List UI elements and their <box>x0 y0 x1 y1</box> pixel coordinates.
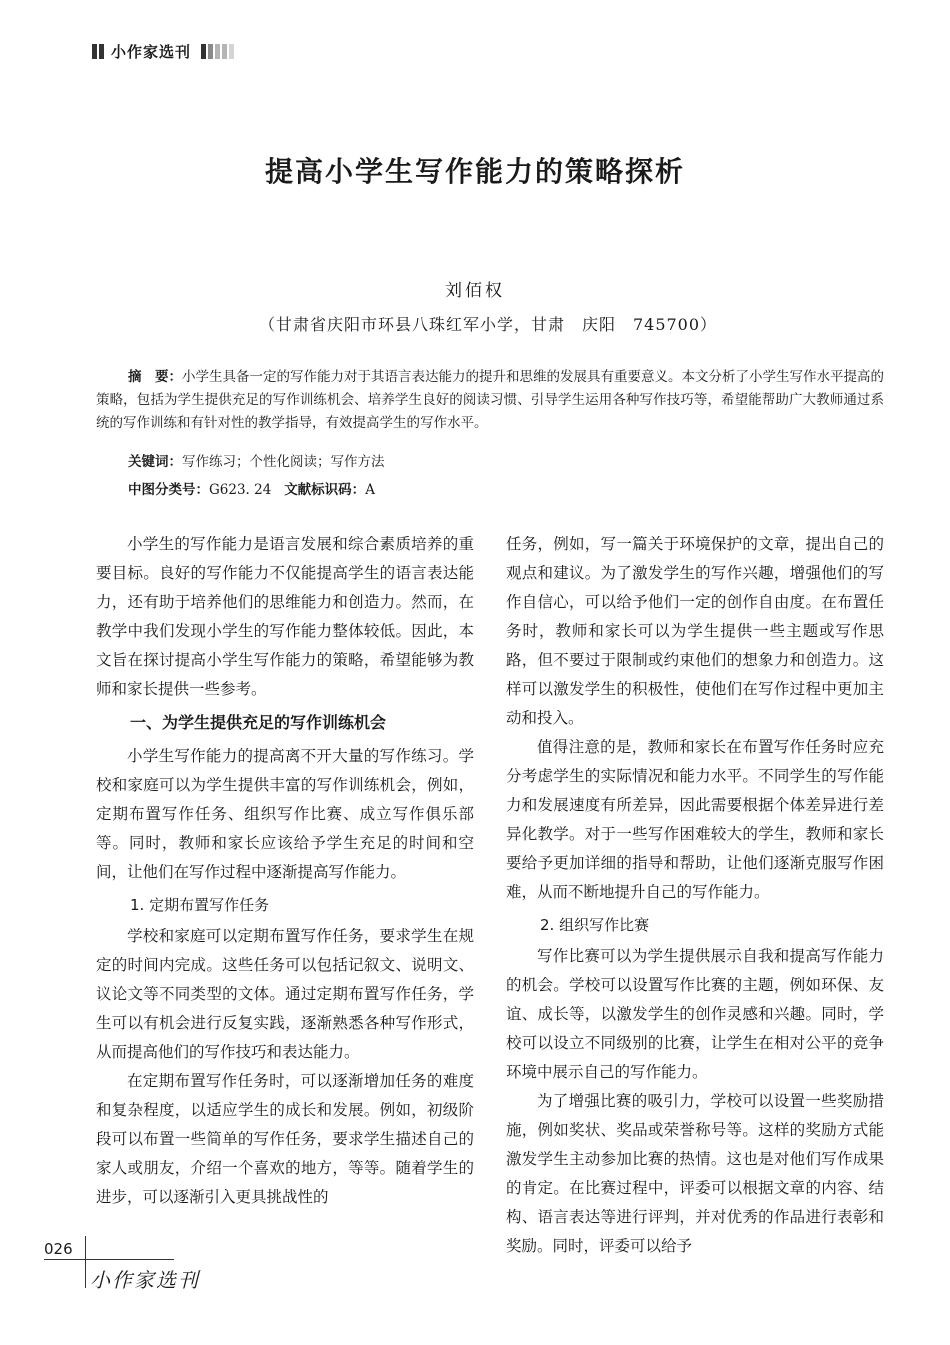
subsection-heading: 2. 组织写作比赛 <box>540 916 650 934</box>
clc-label: 中图分类号： <box>128 482 209 498</box>
classification <box>128 478 375 498</box>
journal-name: 小作家选刊 <box>111 42 192 61</box>
paragraph: 任务，例如，写一篇关于环境保护的文章，提出自己的观点和建议。为了激发学生的写作兴趣，增强他们的写作自信心，可以给予他们一定的创作自由度。在布置任务时，教师和家长可以为学生提供一些主题或写作思路，但不要过于限制或约束他们的想象力和创造力。这样可以激发学生的积极性，使他们在写作过程中更加主动和投入。 <box>506 535 884 727</box>
author-name: 刘佰权 <box>445 281 505 301</box>
paragraph: 为了增强比赛的吸引力，学校可以设置一些奖励措施，例如奖状、奖品或荣誉称号等。这样的奖励方式能激发学生主动参加比赛的热情。这也是对他们写作成果的肯定。在比赛过程中，评委可以根据文章的内容、结构、语言表达等进行评判，并对优秀的作品进行表彰和奖励。同时，评委可以给予 <box>506 1092 884 1255</box>
paragraph: 小学生写作能力的提高离不开大量的写作练习。学校和家庭可以为学生提供丰富的写作训练机会，例如，定期布置写作任务、组织写作比赛、成立写作俱乐部等。同时，教师和家长应该给予学生充足的时间和空间，让他们在写作过程中逐渐提高写作能力。 <box>96 747 474 881</box>
section-heading: 一、为学生提供充足的写作训练机会 <box>130 713 387 732</box>
header-bar-mark <box>201 44 206 59</box>
header-bar-mark <box>229 44 234 59</box>
footer-rule <box>44 1259 174 1260</box>
abstract-label: 摘 要： <box>128 369 182 385</box>
header-bar-mark <box>208 44 213 59</box>
paragraph: 学校和家庭可以定期布置写作任务，要求学生在规定的时间内完成。这些任务可以包括记叙文、说明文、议论文等不同类型的文体。通过定期布置写作任务，学生可以有机会进行反复实践，逐渐熟悉各种写作形式，从而提高他们的写作技巧和表达能力。 <box>96 927 474 1061</box>
keywords <box>128 450 385 470</box>
header-bar-mark <box>222 44 227 59</box>
author-affiliation: （甘肃省庆阳市环县八珠红军小学，甘肃 庆阳 745700） <box>258 315 718 334</box>
abstract-text: 小学生具备一定的写作能力对于其语言表达能力的提升和思维的发展具有重要意义。本文分析了小学生写作水平提高的策略，包括为学生提供充足的写作训练机会、培养学生良好的阅读习惯、引导学生运用各种写作技巧等，希望能帮助广大教师通过系统的写作训练和有针对性的教学指导，有效提高学生的写作水平。 <box>96 369 884 431</box>
footer-divider <box>85 1236 86 1288</box>
abstract <box>96 366 884 435</box>
header-bar-mark <box>92 44 97 59</box>
keywords-text: 写作练习；个性化阅读；写作方法 <box>182 454 385 470</box>
paragraph: 写作比赛可以为学生提供展示自我和提高写作能力的机会。学校可以设置写作比赛的主题，例如环保、友谊、成长等，以激发学生的创作灵感和兴趣。同时，学校可以设立不同级别的比赛，让学生在相对公平的竞争环境中展示自己的写作能力。 <box>506 947 884 1081</box>
paragraph: 值得注意的是，教师和家长在布置写作任务时应充分考虑学生的实际情况和能力水平。不同学生的写作能力和发展速度有所差异，因此需要根据个体差异进行差异化教学。对于一些写作困难较大的学生，教师和家长要给予更加详细的指导和帮助，让他们逐渐克服写作困难，从而不断地提升自己的写作能力。 <box>506 738 884 901</box>
clc-value: G623. 24 <box>209 482 272 498</box>
paragraph: 在定期布置写作任务时，可以逐渐增加任务的难度和复杂程度，以适应学生的成长和发展。例如，初级阶段可以布置一些简单的写作任务，要求学生描述自己的家人或朋友，介绍一个喜欢的地方，等等。随着学生的进步，可以逐渐引入更具挑战性的 <box>96 1072 474 1206</box>
subsection-heading: 1. 定期布置写作任务 <box>130 896 270 914</box>
header-bar-mark <box>215 44 220 59</box>
body-column-right <box>506 530 884 1261</box>
doc-code-label: 文献标识码： <box>284 482 366 498</box>
keywords-label: 关键词： <box>128 454 182 470</box>
footer-logo: 小作家选刊 <box>90 1268 200 1292</box>
page-number: 026 <box>44 1240 73 1258</box>
body-column-left <box>96 530 474 1212</box>
paragraph: 小学生的写作能力是语言发展和综合素质培养的重要目标。良好的写作能力不仅能提高学生的语言表达能力，还有助于培养他们的思维能力和创造力。然而，在教学中我们发现小学生的写作能力整体较低。因此，本文旨在探讨提高小学生写作能力的策略，希望能够为教师和家长提供一些参考。 <box>96 535 474 698</box>
article-title: 提高小学生写作能力的策略探析 <box>264 155 685 188</box>
header-bar-mark <box>99 44 104 59</box>
doc-code-value: A <box>365 482 375 498</box>
running-header <box>92 40 236 62</box>
